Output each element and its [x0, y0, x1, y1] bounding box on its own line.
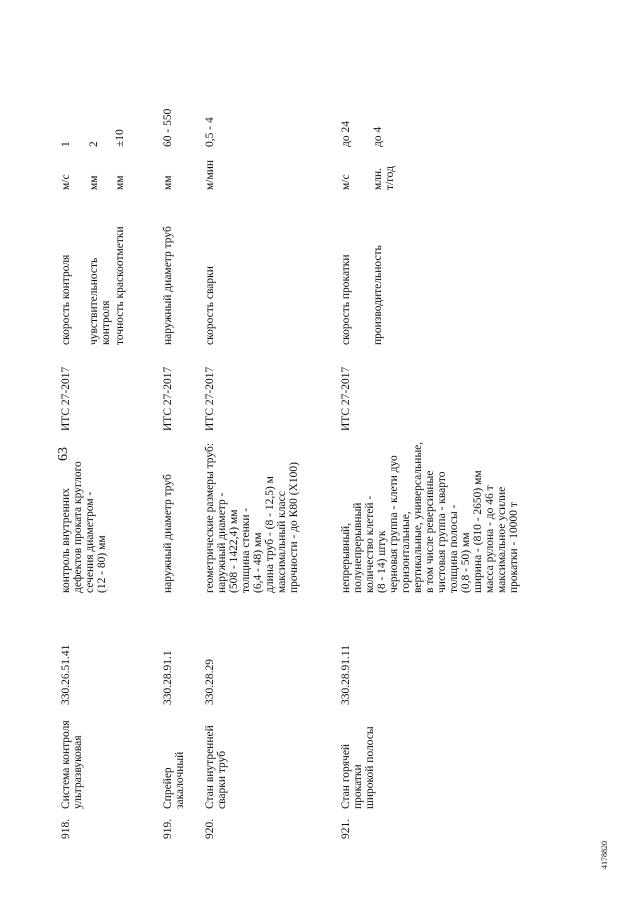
parameter-value: до 24	[340, 121, 352, 147]
parameter-unit: м/с	[60, 174, 72, 190]
parameter-value: 1	[60, 141, 72, 147]
equipment-description: контроль внутренних дефектов проката круглого сечения диаметром - (12 - 80) мм	[60, 461, 108, 593]
parameter-name: скорость сварки	[204, 266, 216, 345]
equipment-name: Спрейер закалочный	[162, 751, 186, 809]
its-reference: ИТС 27-2017	[340, 366, 352, 431]
equipment-description: наружный диаметр труб	[162, 474, 174, 593]
parameter-name: наружный диаметр труб	[162, 226, 174, 345]
equipment-name: Стан внутренней сварки труб	[204, 725, 228, 809]
parameter-name: точность краскоотметки	[114, 226, 126, 345]
equipment-description: геометрические размеры труб: наружный диаметр - (508 - 1422,4) мм толщина стенки - (6,4 - 48) мм длина труб - (8 - 12,5) м максимальный класс прочности - до К80 (Х100)	[204, 442, 300, 593]
row-number: 920.	[204, 818, 216, 839]
okpd-code: 330.28.29	[204, 659, 216, 705]
parameter-unit: мм	[114, 175, 126, 190]
row-number: 921.	[340, 818, 352, 839]
equipment-description: непрерывный, полунепрерывный количество клетей - (8 - 14) штук черновая группа - клети дуо горизонтальные, вертикальные, универсальные, в том числе реверсивные чистовая группа - кварто толщина полосы - (0,8 - 50) мм ширина - (810 - 2650) мм масса рулона - до 46 т максимальное усилие прокатки - 10000 т	[340, 441, 520, 593]
page-number: 63	[56, 447, 71, 461]
its-reference: ИТС 27-2017	[60, 366, 72, 431]
parameter-name: производительность	[372, 245, 384, 345]
okpd-code: 330.28.91.1	[162, 650, 174, 705]
parameter-value: 60 - 550	[162, 108, 174, 147]
parameter-unit: мм	[162, 175, 174, 190]
document-id: 4178820	[600, 841, 609, 869]
parameter-unit: м/с	[340, 174, 352, 190]
its-reference: ИТС 27-2017	[162, 366, 174, 431]
parameter-value: до 4	[372, 126, 384, 147]
parameter-unit: млн. т/год	[372, 166, 396, 190]
parameter-value: ±10	[114, 129, 126, 147]
okpd-code: 330.26.51.41	[60, 644, 72, 705]
parameter-value: 0,5 - 4	[204, 117, 216, 147]
parameter-value: 2	[88, 141, 100, 147]
parameter-name: скорость контроля	[60, 254, 72, 345]
its-reference: ИТС 27-2017	[204, 366, 216, 431]
okpd-code: 330.28.91.11	[340, 645, 352, 705]
parameter-name: чувствительность контроля	[88, 257, 112, 345]
row-number: 919.	[162, 818, 174, 839]
equipment-name: Стан горячей прокатки широкой полосы	[340, 726, 376, 809]
row-number: 918.	[60, 818, 72, 839]
parameter-unit: м/мин	[204, 159, 216, 190]
parameter-name: скорость прокатки	[340, 254, 352, 345]
parameter-unit: мм	[88, 175, 100, 190]
equipment-name: Система контроля ультразвуковая	[60, 720, 84, 809]
